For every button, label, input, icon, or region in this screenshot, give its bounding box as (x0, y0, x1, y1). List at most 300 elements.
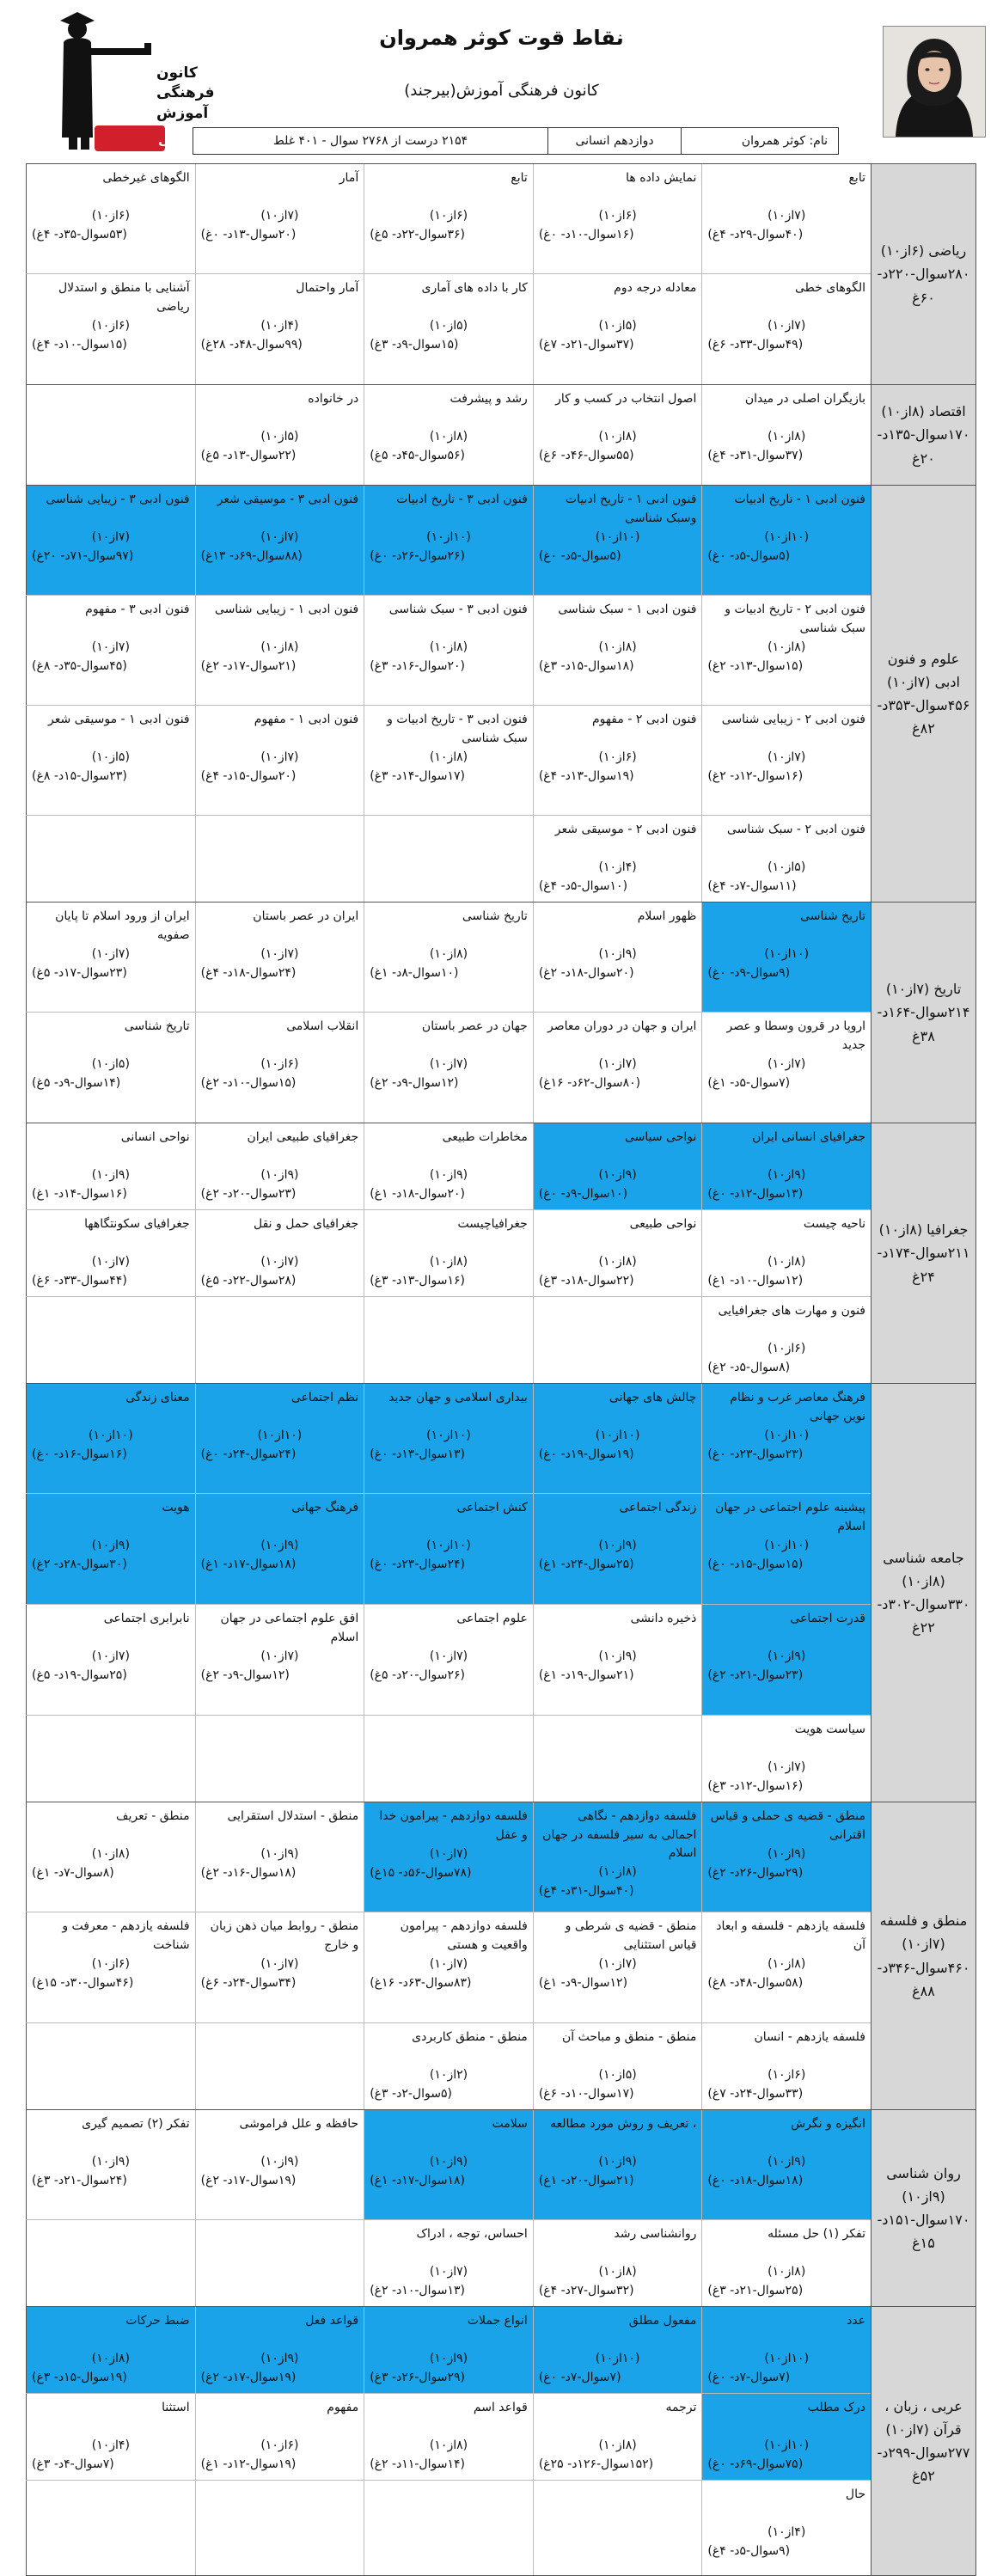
empty-cell (364, 816, 533, 902)
topic-cell (364, 2307, 533, 2393)
topic-name: فنون ادبی ۳ - تاریخ ادبیات و سبک شناسی (387, 713, 528, 745)
topic-score: (۸از۱۰) (768, 430, 806, 444)
topic-score: (۹از۱۰) (598, 1168, 637, 1182)
topic-cell (701, 2110, 871, 2219)
topic-score: (۸از۱۰) (598, 430, 637, 444)
topic-stats: (۱۵۲سوال-۱۲۶د- ۲۵غ) (538, 2457, 654, 2471)
topic-stats: (۲۳سوال-۱۷د- ۵غ) (32, 965, 127, 980)
topic-score: (۸از۱۰) (598, 640, 637, 654)
topic-score: (۱۰از۱۰) (764, 2438, 810, 2452)
topic-cell (533, 1013, 702, 1123)
topic-score: (۹از۱۰) (598, 1539, 637, 1552)
topic-score: (۸از۱۰) (768, 2265, 806, 2279)
topic-stats: (۴۰سوال-۳۱د- ۴غ) (538, 1883, 634, 1898)
topic-score: (۸از۱۰) (598, 1255, 637, 1269)
topic-name: ایران در عصر باستان (253, 909, 359, 923)
topic-cell (701, 596, 871, 705)
topic-name: هویت (162, 1501, 190, 1514)
topic-score: (۶از۱۰) (260, 2438, 299, 2452)
topic-stats: (۲۲سوال-۱۳د- ۵غ) (200, 448, 297, 462)
topic-cell (701, 1297, 871, 1383)
topic-name: نمایش داده ها (626, 171, 697, 185)
topic-stats: (۵سوال-۵د- ۰غ) (538, 548, 621, 563)
student-photo-image (884, 27, 985, 137)
kanoon-logo (55, 9, 215, 153)
subject-summary: روان شناسی (۹از۱۰) ۱۷۰سوال-۱۵۱د- ۱۵غ (871, 2110, 976, 2306)
topic-stats: (۱۹سوال-۱۵د- ۳غ) (32, 2370, 127, 2384)
student-grade: دوازدهم انسانی (547, 128, 681, 154)
topic-score: (۷از۱۰) (91, 1255, 130, 1269)
topic-score: (۸از۱۰) (598, 2438, 637, 2452)
topic-cell (533, 486, 702, 595)
topic-stats: (۸۳سوال-۶۳د- ۱۶غ) (370, 1975, 472, 1990)
topic-row (26, 2220, 871, 2306)
student-name: نام: کوثر همروان (681, 128, 838, 154)
topic-cell (364, 385, 533, 485)
topic-name: آمار (339, 171, 359, 185)
topic-name: فلسفه دوازدهم - پیرامون واقعیت و هستی (400, 1919, 528, 1952)
topic-score: (۷از۱۰) (91, 1649, 130, 1663)
topic-name: درک مطلب (807, 2401, 865, 2414)
topic-stats: (۱۵سوال-۹د- ۳غ) (370, 337, 459, 352)
topic-score: (۱۰از۱۰) (764, 947, 810, 961)
topic-stats: (۲۲سوال-۱۸د- ۳غ) (538, 1273, 634, 1288)
subject-summary: جامعه شناسی (۸از۱۰) ۳۳۰سوال-۳۰۲د- ۲۲غ (871, 1384, 976, 1802)
subject-summary: عربی ، زبان ، قرآن (۷از۱۰) ۲۷۷سوال-۲۹۹د- ۵۲غ (871, 2307, 976, 2575)
topic-name: منطق - منطق کاربردی (412, 2030, 528, 2044)
topic-cell (195, 903, 364, 1012)
subject-section (26, 385, 976, 486)
topic-stats: (۱۲سوال-۹د- ۱غ) (538, 1975, 628, 1990)
topic-stats: (۱۷سوال-۱۴د- ۳غ) (370, 768, 465, 783)
empty-cell (533, 1716, 702, 1802)
topic-cell (364, 164, 533, 273)
topic-cell (364, 486, 533, 595)
topic-stats: (۲۶سوال-۲۶د- ۰غ) (370, 548, 465, 563)
empty-cell (195, 1716, 364, 1802)
topic-row (26, 1494, 871, 1605)
empty-cell (195, 1297, 364, 1383)
topic-cell (533, 2307, 702, 2393)
topic-stats: (۱۴سوال-۹د- ۵غ) (32, 1075, 121, 1090)
subject-summary: منطق و فلسفه (۷از۱۰) ۴۶۰سوال-۳۴۶د- ۸۸غ (871, 1802, 976, 2109)
topic-stats: (۱۷سوال-۱۰د- ۶غ) (538, 2086, 634, 2101)
topic-stats: (۲۰سوال-۱۳د- ۰غ) (200, 227, 297, 242)
topic-score: (۶از۱۰) (768, 2068, 806, 2082)
topic-stats: (۹۹سوال-۴۸د- ۲۸غ) (200, 337, 303, 352)
topic-cell (195, 164, 364, 273)
topic-cell (701, 274, 871, 384)
topic-score: (۱۰از۱۰) (595, 530, 640, 544)
topic-stats: (۱۶سوال-۱۴د- ۱غ) (32, 1186, 127, 1201)
topic-stats: (۱۶سوال-۱۶د- ۰غ) (32, 1447, 127, 1461)
topic-score: (۵از۱۰) (598, 2068, 637, 2082)
student-photo (883, 26, 986, 138)
topic-cell (701, 903, 871, 1012)
topic-name: فلسفه یازدهم - انسان (754, 2030, 865, 2044)
topic-cell (533, 385, 702, 485)
topic-cell (364, 1494, 533, 1604)
topic-cell (701, 164, 871, 273)
topic-row (26, 1297, 871, 1383)
topic-cell (195, 274, 364, 384)
topic-stats: (۱۱سوال-۷د- ۴غ) (707, 878, 797, 893)
topic-name: انگیزه و نگرش (791, 2117, 865, 2131)
kanoon-logo-image (55, 9, 215, 153)
topic-cell (364, 706, 533, 815)
logo-word-1: کانون (156, 64, 198, 82)
topic-name: فنون ادبی ۳ - تاریخ ادبیات (396, 493, 528, 506)
topic-stats: (۴۹سوال-۳۳د- ۶غ) (707, 337, 804, 352)
topic-cell (364, 596, 533, 705)
topic-name: فلسفه دوازدهم - نگاهی اجمالی به سیر فلسفه در جهان اسلام (542, 1809, 697, 1861)
topic-score: (۷از۱۰) (260, 1255, 299, 1269)
topic-cell (195, 1912, 364, 2022)
topic-cell (364, 1912, 533, 2022)
subject-section (26, 1123, 976, 1384)
topic-stats: (۱۹سوال-۱۷د- ۲غ) (200, 2370, 297, 2384)
topic-row (26, 1123, 871, 1210)
topic-stats: (۲۵سوال-۲۱د- ۳غ) (707, 2283, 804, 2298)
topic-stats: (۹سوال-۹د- ۰غ) (707, 965, 791, 980)
topic-stats: (۹سوال-۵د- ۴غ) (707, 2543, 791, 2558)
topic-score: (۹از۱۰) (429, 1168, 468, 1182)
topic-score: (۷از۱۰) (260, 1649, 299, 1663)
empty-cell (26, 1297, 195, 1383)
topic-cell (26, 1605, 195, 1715)
subject-summary: اقتصاد (۸از۱۰) ۱۷۰سوال-۱۳۵د- ۲۰غ (871, 385, 976, 485)
topic-score: (۸از۱۰) (260, 640, 299, 654)
topic-cell (533, 2394, 702, 2480)
topic-name: جغرافیای طبیعی ایران (247, 1130, 359, 1144)
topic-cell (195, 2394, 364, 2480)
topic-score: (۴از۱۰) (260, 319, 299, 333)
topic-score: (۸از۱۰) (91, 1847, 130, 1861)
topic-name: نابرابری اجتماعی (103, 1612, 190, 1625)
topic-score: (۷از۱۰) (768, 209, 806, 223)
topic-name: علوم اجتماعی (456, 1612, 528, 1625)
topic-stats: (۵۸سوال-۴۸د- ۸غ) (707, 1975, 804, 1990)
topic-score: (۸از۱۰) (768, 1255, 806, 1269)
page-subtitle: کانون فرهنگی آموزش(بیرجند) (404, 82, 599, 100)
topic-stats: (۱۳سوال-۱۰د- ۲غ) (370, 2283, 465, 2298)
topic-stats: (۳۷سوال-۲۱د- ۷غ) (538, 337, 634, 352)
topic-name: ظهور اسلام (637, 909, 697, 923)
topic-stats: (۲۳سوال-۲۰د- ۲غ) (200, 1186, 297, 1201)
topic-score: (۷از۱۰) (768, 319, 806, 333)
topic-stats: (۱۲سوال-۹د- ۲غ) (200, 1667, 290, 1682)
topic-name: مخاطرات طبیعی (442, 1130, 528, 1144)
topic-score: (۹از۱۰) (429, 2352, 468, 2365)
topic-score: (۷از۱۰) (91, 640, 130, 654)
topic-score: (۵از۱۰) (429, 319, 468, 333)
topic-cell (533, 903, 702, 1012)
topic-stats: (۴۶سوال-۳۰د- ۱۵غ) (32, 1975, 134, 1990)
topic-cell (533, 274, 702, 384)
topic-score: (۸از۱۰) (429, 430, 468, 444)
topic-stats: (۲۹سوال-۲۶د- ۳غ) (370, 2370, 465, 2384)
topic-score: (۷از۱۰) (91, 530, 130, 544)
topic-cell (195, 1210, 364, 1296)
topic-score: (۹از۱۰) (598, 2155, 637, 2169)
topic-score: (۷از۱۰) (260, 750, 299, 764)
topic-stats: (۱۰سوال-۸د- ۱غ) (370, 965, 459, 980)
topic-cell (533, 1912, 702, 2022)
topic-score: (۸از۱۰) (598, 2265, 637, 2279)
topic-stats: (۵سوال-۵د- ۰غ) (707, 548, 791, 563)
topic-cell (701, 2394, 871, 2480)
topic-cell (701, 486, 871, 595)
topic-score: (۷از۱۰) (598, 1957, 637, 1971)
subject-section (26, 2307, 976, 2576)
topic-stats: (۱۵سوال-۱۰د- ۲غ) (200, 1075, 297, 1090)
topic-stats: (۳۶سوال-۲۲د- ۵غ) (370, 227, 465, 242)
topic-name: سیاست هویت (794, 1722, 865, 1736)
topic-stats: (۲۰سوال-۱۶د- ۳غ) (370, 658, 465, 673)
topic-cell (364, 2220, 533, 2306)
topic-cell (195, 1013, 364, 1123)
topic-row (26, 1013, 871, 1123)
topic-stats: (۲۴سوال-۲۱د- ۳غ) (32, 2173, 127, 2187)
topic-score: (۹از۱۰) (768, 1649, 806, 1663)
topic-score: (۸از۱۰) (768, 1957, 806, 1971)
topic-score: (۱۰از۱۰) (426, 530, 471, 544)
topic-stats: (۲۳سوال-۱۵د- ۸غ) (32, 768, 127, 783)
topic-score: (۲از۱۰) (429, 2068, 468, 2082)
topic-score: (۸از۱۰) (429, 750, 468, 764)
topic-score: (۷از۱۰) (260, 530, 299, 544)
empty-cell (26, 816, 195, 902)
topic-stats: (۲۴سوال-۲۳د- ۰غ) (370, 1557, 465, 1571)
topic-name: تفکر (۱) حل مسئله (768, 2227, 865, 2241)
topic-cell (195, 1494, 364, 1604)
topic-score: (۶از۱۰) (598, 750, 637, 764)
topic-score: (۷از۱۰) (768, 750, 806, 764)
topic-cell (701, 1123, 871, 1209)
empty-cell (195, 2220, 364, 2306)
topic-score: (۱۰از۱۰) (764, 2352, 810, 2365)
empty-cell (364, 1297, 533, 1383)
topic-name: فرهنگ جهانی (291, 1501, 359, 1514)
topic-cell (701, 706, 871, 815)
topic-name: اروپا در قرون وسطا و عصر جدید (726, 1019, 865, 1052)
topic-name: تفکر (۲) تصمیم گیری (82, 2117, 190, 2131)
topic-name: فنون ادبی ۲ - موسیقی شعر (554, 823, 697, 836)
topic-stats: (۱۹سوال-۱۲د- ۱غ) (200, 2457, 297, 2471)
topic-cell (701, 1716, 871, 1802)
topic-stats: (۵۳سوال-۳۵د- ۴غ) (32, 227, 127, 242)
topic-score: (۹از۱۰) (91, 2155, 130, 2169)
topic-name: فنون ادبی ۱ - زیبایی شناسی (214, 603, 359, 616)
topic-name: فنون ادبی ۱ - سبک شناسی (558, 603, 697, 616)
topic-score: (۹از۱۰) (598, 947, 637, 961)
topic-cell (701, 816, 871, 902)
topic-score: (۹از۱۰) (260, 2352, 299, 2365)
topic-name: فنون ادبی ۲ - مفهوم (591, 713, 697, 726)
topic-stats: (۸سوال-۵د- ۲غ) (707, 1360, 791, 1374)
topic-name: افق علوم اجتماعی در جهان اسلام (220, 1612, 359, 1644)
topic-cell (364, 1123, 533, 1209)
subject-section (26, 1802, 976, 2110)
topic-name: منطق - منطق و مباحث آن (562, 2030, 697, 2044)
topic-cell (26, 1013, 195, 1123)
empty-cell (26, 2023, 195, 2109)
topic-name: فنون ادبی ۱ - موسیقی شعر (48, 713, 190, 726)
topic-cell (533, 2023, 702, 2109)
topic-name: فنون و مهارت های جغرافیایی (718, 1304, 865, 1318)
topic-score: (۱۰از۱۰) (257, 1429, 303, 1442)
empty-cell (533, 1297, 702, 1383)
topic-row (26, 2023, 871, 2109)
topic-row (26, 274, 871, 384)
topic-cell (533, 706, 702, 815)
topic-cell (533, 1210, 702, 1296)
topic-name: نواحی سیاسی (624, 1130, 697, 1144)
topic-cell (701, 2481, 871, 2575)
topic-stats: (۱۲سوال-۱۰د- ۱غ) (707, 1273, 804, 1288)
topic-cell (195, 385, 364, 485)
topic-name: جغرافیای سکونتگاهها (84, 1217, 190, 1231)
topic-stats: (۱۰سوال-۵د- ۴غ) (538, 878, 628, 893)
topic-stats: (۷۵سوال-۶۹د- ۰غ) (707, 2457, 804, 2471)
empty-cell (364, 1716, 533, 1802)
topic-cell (701, 1384, 871, 1493)
topic-stats: (۲۰سوال-۱۸د- ۲غ) (538, 965, 634, 980)
topic-score: (۸از۱۰) (598, 1865, 637, 1880)
topic-row (26, 816, 871, 902)
topic-score: (۱۰از۱۰) (764, 1429, 810, 1442)
topic-name: انقلاب اسلامی (286, 1019, 359, 1033)
topic-stats: (۹۷سوال-۷۱د- ۲۰غ) (32, 548, 134, 563)
topic-name: ایران از ورود اسلام تا پایان صفویه (55, 909, 190, 942)
topic-stats: (۷سوال-۵د- ۱غ) (707, 1075, 791, 1090)
topic-stats: (۱۶سوال-۱۰د- ۰غ) (538, 227, 634, 242)
topic-score: (۹از۱۰) (768, 2155, 806, 2169)
topic-name: منطق - قضیه ی شرطی و قیاس استثنایی (565, 1919, 697, 1952)
topic-cell (195, 1123, 364, 1209)
topic-name: نواحی انسانی (120, 1130, 190, 1144)
topic-stats: (۱۶سوال-۱۳د- ۳غ) (370, 1273, 465, 1288)
topic-row (26, 2110, 871, 2220)
topic-stats: (۱۸سوال-۱۷د- ۱غ) (370, 2173, 465, 2187)
topic-cell (26, 1494, 195, 1604)
topic-cell (364, 1384, 533, 1493)
topic-name: در خانواده (308, 392, 359, 406)
topic-score: (۹از۱۰) (429, 2155, 468, 2169)
topic-name: قواعد فعل (305, 2314, 359, 2328)
topic-name: جغرافیاچیست (457, 1217, 528, 1231)
topic-name: تابع (848, 171, 865, 185)
topic-stats: (۴۵سوال-۳۵د- ۸غ) (32, 658, 127, 673)
topic-score: (۸از۱۰) (91, 2352, 130, 2365)
topic-row (26, 706, 871, 816)
topic-score: (۵از۱۰) (768, 860, 806, 874)
topic-cell (364, 274, 533, 384)
topic-cell (533, 2220, 702, 2306)
topic-row (26, 2394, 871, 2481)
topic-row (26, 903, 871, 1013)
topic-name: الگوهای خطی (795, 281, 865, 295)
topic-cell (364, 1605, 533, 1715)
subject-section (26, 2110, 976, 2307)
topic-name: جغرافیای حمل و نقل (254, 1217, 359, 1231)
topic-stats: (۲۱سوال-۱۷د- ۲غ) (200, 658, 297, 673)
topic-cell (26, 164, 195, 273)
topic-stats: (۲۰سوال-۱۵د- ۴غ) (200, 768, 297, 783)
empty-cell (195, 2023, 364, 2109)
topic-score: (۹از۱۰) (260, 1539, 299, 1552)
logo-word-2: فرهنگی (156, 84, 215, 101)
topic-score: (۷از۱۰) (429, 1057, 468, 1071)
topic-cell (701, 2220, 871, 2306)
topic-name: منطق - تعریف (116, 1809, 190, 1823)
topic-name: مفهوم (327, 2401, 359, 2414)
topic-cell (26, 706, 195, 815)
topic-row (26, 385, 871, 485)
topic-row (26, 1605, 871, 1716)
topic-score: (۹از۱۰) (260, 1168, 299, 1182)
topic-cell (195, 596, 364, 705)
topic-cell (26, 596, 195, 705)
topic-name: ضبط حرکات (125, 2314, 190, 2328)
topic-cell (26, 1802, 195, 1912)
topic-stats: (۲۳سوال-۲۱د- ۲غ) (707, 1667, 804, 1682)
topic-score: (۵از۱۰) (260, 430, 299, 444)
topic-name: حافظه و علل فراموشی (239, 2117, 359, 2131)
empty-cell (533, 2481, 702, 2575)
topic-stats: (۵سوال-۲د- ۳غ) (370, 2086, 452, 2101)
topic-stats: (۲۴سوال-۱۸د- ۴غ) (200, 965, 297, 980)
topic-stats: (۷سوال-۷د- ۰غ) (538, 2370, 621, 2384)
topic-name: فنون ادبی ۲ - سبک شناسی (726, 823, 865, 836)
topic-name: فنون ادبی ۲ - تاریخ ادبیات و سبک شناسی (725, 603, 865, 635)
topic-name: رشد و پیشرفت (450, 392, 528, 406)
topic-cell (701, 1802, 871, 1912)
topic-row (26, 1384, 871, 1494)
subject-section (26, 903, 976, 1123)
topic-stats: (۲۱سوال-۲۰د- ۱غ) (538, 2173, 634, 2187)
topic-stats: (۱۸سوال-۱۵د- ۳غ) (538, 658, 634, 673)
topic-name: آشنایی با منطق و استدلال ریاضی (58, 281, 190, 314)
topic-score: (۵از۱۰) (91, 750, 130, 764)
topic-score: (۴از۱۰) (91, 2438, 130, 2452)
topic-row (26, 596, 871, 706)
topic-name: استثنا (162, 2401, 190, 2414)
topic-score: (۹از۱۰) (91, 1539, 130, 1552)
topic-name: معنای زندگی (125, 1391, 190, 1404)
topic-stats: (۱۰سوال-۹د- ۰غ) (538, 1186, 628, 1201)
topic-stats: (۴۰سوال-۲۹د- ۴غ) (707, 227, 804, 242)
topic-stats: (۲۰سوال-۱۸د- ۱غ) (370, 1186, 465, 1201)
topic-stats: (۳۰سوال-۲۸د- ۲غ) (32, 1557, 127, 1571)
topic-cell (533, 596, 702, 705)
topic-score: (۷از۱۰) (429, 1847, 468, 1861)
topic-name: فنون ادبی ۱ - تاریخ ادبیات وسبک شناسی (565, 493, 697, 525)
topic-score: (۶از۱۰) (91, 1957, 130, 1971)
topic-score: (۹از۱۰) (260, 1847, 299, 1861)
topic-score: (۷از۱۰) (260, 947, 299, 961)
topic-score: (۱۰از۱۰) (426, 1429, 471, 1442)
topic-name: تاریخ شناسی (124, 1019, 190, 1033)
topic-score: (۶از۱۰) (768, 1342, 806, 1355)
topic-stats: (۲۹سوال-۲۶د- ۲غ) (707, 1865, 804, 1880)
topic-score: (۷از۱۰) (260, 209, 299, 223)
topic-name: روانشناسی رشد (614, 2227, 697, 2241)
topic-name: معادله درجه دوم (614, 281, 697, 295)
topic-cell (195, 2307, 364, 2393)
topic-score: (۱۰از۱۰) (764, 530, 810, 544)
topic-stats: (۱۳سوال-۱۲د- ۰غ) (707, 1186, 804, 1201)
